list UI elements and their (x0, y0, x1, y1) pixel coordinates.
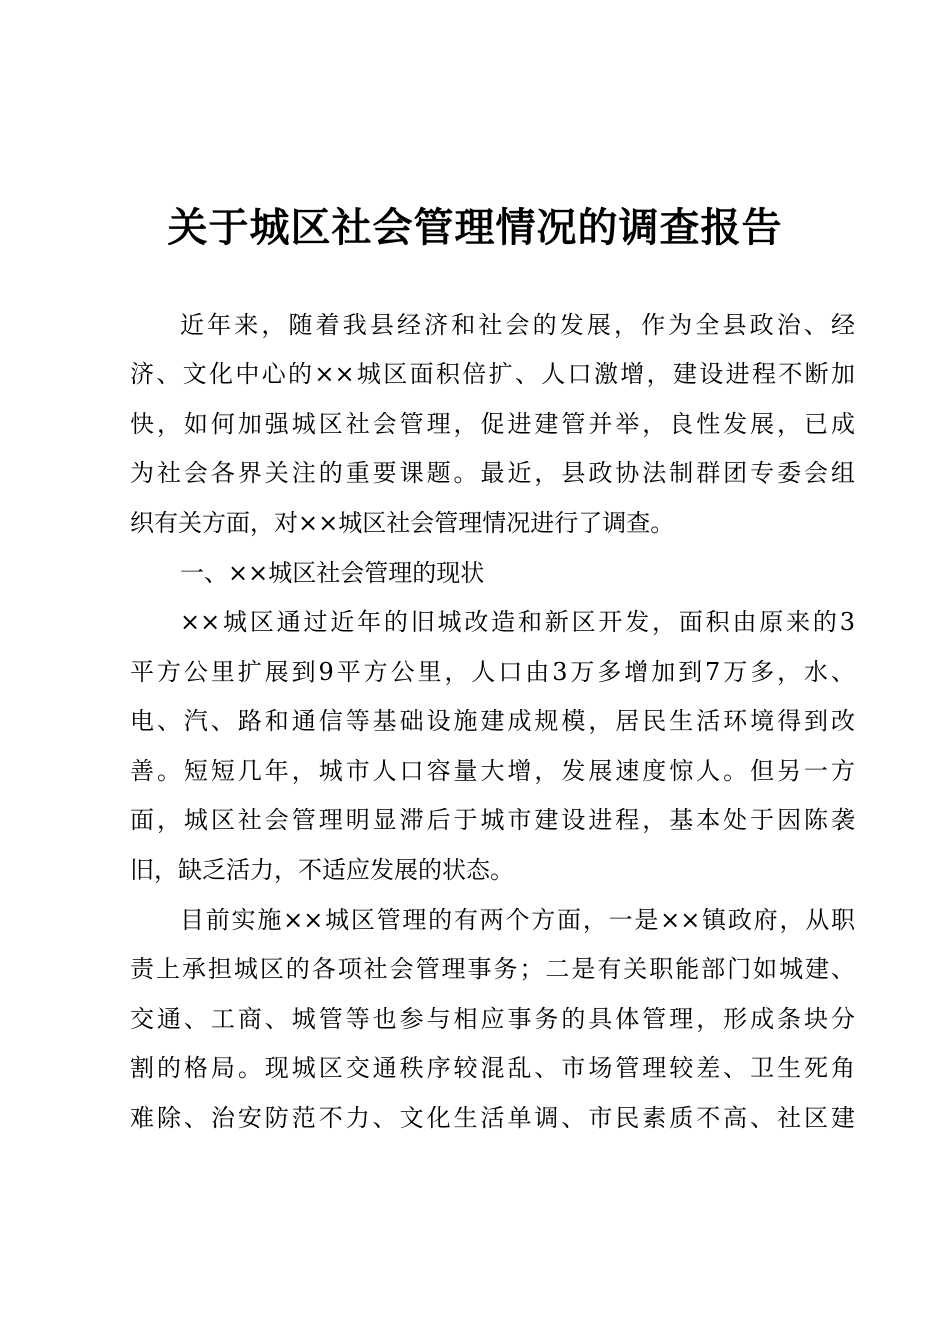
paragraph-line: 快，如何加强城区社会管理，促进建管并举，良性发展，已成 (130, 410, 855, 438)
paragraph-line: 济、文化中心的××城区面积倍扩、人口激增，建设进程不断加 (130, 360, 855, 388)
paragraph-line: 电、汽、路和通信等基础设施建成规模，居民生活环境得到改 (130, 707, 855, 735)
paragraph-line: 交通、工商、城管等也参与相应事务的具体管理，形成条块分 (130, 1005, 855, 1033)
section-heading: 一、××城区社会管理的现状 (180, 559, 485, 587)
paragraph-line: 善。短短几年，城市人口容量大增，发展速度惊人。但另一方 (130, 757, 855, 785)
paragraph-line: 面，城区社会管理明显滞后于城市建设进程，基本处于因陈袭 (130, 806, 855, 834)
paragraph-line: 责上承担城区的各项社会管理事务；二是有关职能部门如城建、 (130, 955, 855, 983)
paragraph-line: 织有关方面，对××城区社会管理情况进行了调查。 (130, 509, 675, 537)
paragraph-line: 难除、治安防范不力、文化生活单调、市民素质不高、社区建 (130, 1104, 855, 1132)
paragraph-line: 割的格局。现城区交通秩序较混乱、市场管理较差、卫生死角 (130, 1054, 855, 1082)
paragraph-line: ××城区通过近年的旧城改造和新区开发，面积由原来的3 (180, 608, 855, 636)
paragraph-line: 为社会各界关注的重要课题。最近，县政协法制群团专委会组 (130, 459, 855, 487)
paragraph-line: 旧，缺乏活力，不适应发展的状态。 (130, 856, 514, 884)
paragraph-line: 目前实施××城区管理的有两个方面，一是××镇政府，从职 (180, 906, 855, 934)
paragraph-line: 平方公里扩展到9平方公里，人口由3万多增加到7万多，水、 (130, 658, 855, 686)
document-title: 关于城区社会管理情况的调查报告 (167, 205, 783, 251)
paragraph-line: 近年来，随着我县经济和社会的发展，作为全县政治、经 (180, 311, 855, 339)
